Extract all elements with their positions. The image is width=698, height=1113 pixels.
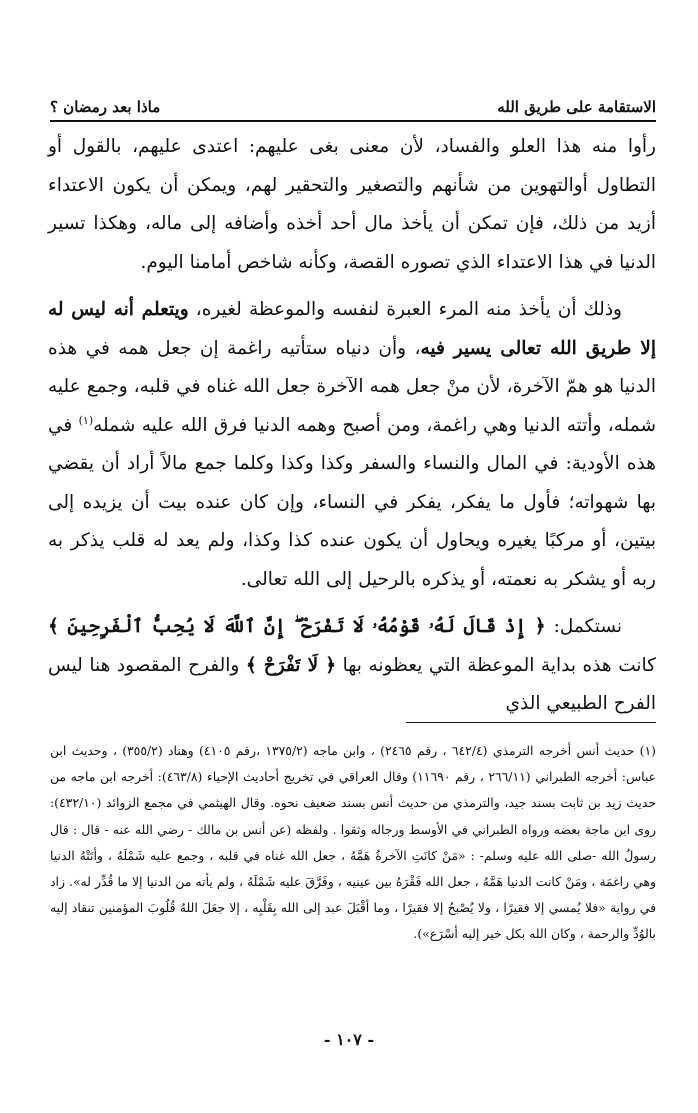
- quran-verse-2: ﴿ لَا تَفْرَحْ ﴾: [245, 654, 337, 676]
- paragraph-3: [48, 608, 656, 724]
- footnote-reference[interactable]: (١): [78, 413, 94, 427]
- paragraph-2-end: في هذه الأودية: في المال والنساء والسفر وكذا وكذا وكلما جمع مالاً أراد أن يقضي بها شهواته؛ فأول ما يفكر، يفكر في النساء، وإن كان عنده بيت أن يزيده إلى بيتين، أو مركبًا يغيره ويحاول أن يكون عنده كذا وكذا، ولم يعد له قلب يذكر به ربه أو يشكر به نعمته، أو يذكره بالرحيل إلى الله تعالى.: [48, 414, 656, 590]
- paragraph-3-start: نستكمل:: [545, 616, 622, 637]
- paragraph-3-mid: كانت هذه بداية الموعظة التي يعظونه بها: [336, 654, 656, 676]
- main-text: [48, 128, 656, 733]
- paragraph-2-bold: ويتعلم أنه ليس له إلا طريق الله تعالى يسير فيه: [48, 299, 656, 359]
- running-header: [50, 84, 656, 122]
- paragraph-2-mid: ، وأن دنياه ستأتيه راغمة إن جعل همه في هذه الدنيا هو همّ الآخرة، لأن منْ جعل همه الآخرة جعل الله غناه في قلبه، وجمع عليه شمله، وأتته الدنيا وهي راغمة، ومن أصبح وهمه الدنيا فرق الله عليه شمله: [48, 337, 656, 436]
- footnotes: [50, 738, 656, 948]
- chapter-title: ماذا بعد رمضان ؟: [50, 98, 161, 116]
- quran-verse-1: ﴿ إِذْ قَالَ لَهُۥ قَوْمُهُۥ لَا تَفْرَحْ ۖ إِنَّ ٱللَّهَ لَا يُحِبُّ ٱلْفَرِحِينَ ﴾: [48, 616, 546, 637]
- paragraph-3-end: والفرح المقصود هنا ليس الفرح الطبيعي الذي: [48, 654, 656, 714]
- paragraph-1: رأوا منه هذا العلو والفساد، لأن معنى بغى عليهم: اعتدى عليهم، بالقول أو التطاول أوالتهوين من شأنهم والتصغير والتحقير لهم، ويمكن أن يكون الاعتداء أزيد من ذلك، فإن تمكن أن يأخذ مال أحد أخذه وأضافه إلى ماله، وهكذا تسير الدنيا في هذا الاعتداء الذي تصوره القصة، وكأنه شاخص أمامنا اليوم.: [48, 136, 656, 273]
- book-title: الاستقامة على طريق الله: [497, 98, 656, 116]
- footnote-divider: [406, 722, 656, 723]
- footnote-1: (١) حديث أنس أخرجه الترمذي (٦٤٢/٤ ، رقم ٢٤٦٥) ، وابن ماجه (١٣٧٥/٢ ،رقم ٤١٠٥) وهناد (٣٥٥/٢) ، وحديث ابن عباس: أخرجه الطبراني (٢٦٦/١١ ، رقم ١١٦٩٠) وقال العراقي في تخريج أحاديث الإحياء (٤٦٣/٨): أخرجه ابن ماجه من حديث زيد بن ثابت بسند جيد، والترمذي من حديث أنس بسند ضعيف نحوه. وقال الهيثمي في مجمع الزوائد (٤٣٢/١٠): روى ابن ماجة بعضه ورواه الطبراني في الأوسط ورجاله وثقوا . ولفظه (عن أنس بن مالك - رضي الله عنه - قال : قال رسولُ الله -صلى الله عليه وسلم- : «مَنْ كانَتِ الآخرةُ هَمَّهُ ، جعل الله غناه في قلبه ، وجمع عليه شَمْلَهُ ، وأتَتْهُ الدنيا وهي راغمَة ، ومَنْ كانت الدنيا هَمَّهُ ، جعل الله فَقْرَهُ بين عينيه ، وفَرَّقَ عليه شَمْلَهُ ، ولم يأته من الدنيا إلا ما قُدِّر له». زاد في رواية «فلا يُمسي إلا فقيرًا ، ولا يُصْبحُ إلا فقيرًا ، وما أقْبَلَ عبد إلى الله بِقَلْبِه ، إلا جعَلَ اللهُ قُلُوبَ المؤمنين تنقاد إليه بالوُدِّ والرحمة ، وكان الله بكل خير إليه أسْرَع»).: [50, 743, 656, 942]
- paragraph-2-start: وذلك أن يأخذ منه المرء العبرة لنفسه والموعظة لغيره،: [188, 299, 622, 320]
- page-number: - ١٠٧ -: [323, 1030, 375, 1049]
- paragraph-2: [48, 291, 656, 599]
